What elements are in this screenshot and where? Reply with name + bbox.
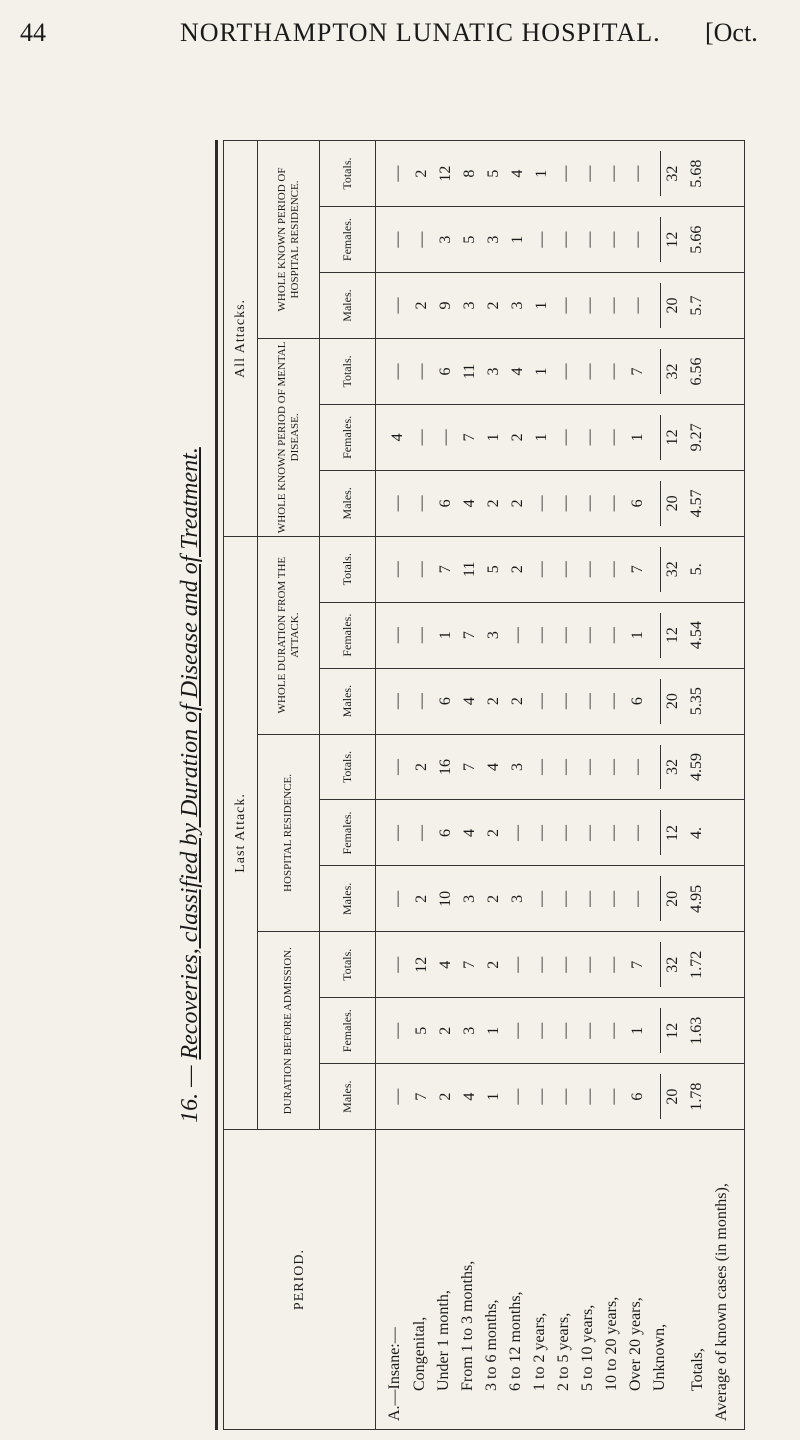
table-cell: 7 (437, 565, 454, 574)
table-cell: — (581, 693, 598, 710)
table-cell: — (581, 561, 598, 578)
table-cell: — (389, 231, 406, 248)
table-cell: — (533, 495, 550, 512)
table-cell: 6 (437, 828, 454, 837)
table-cell: 3 (437, 235, 454, 244)
col-males: Males. (320, 668, 376, 734)
table-cell: — (533, 627, 550, 644)
total-cell: 32 (660, 151, 685, 196)
table-cell: 6 (629, 697, 646, 706)
col-males: Males. (320, 1064, 376, 1130)
average-cell: 5.66 (688, 225, 705, 254)
group-hospital-residence: HOSPITAL RESIDENCE. (258, 734, 320, 932)
table-cell: — (557, 759, 574, 776)
period-header: PERIOD. (224, 1130, 376, 1430)
table-cell: 3 (461, 894, 478, 903)
table-cell: — (389, 759, 406, 776)
table-cell: — (581, 363, 598, 380)
table-caption: 16. — Recoveries, classified by Duration of Disease and of Treatment. (177, 447, 203, 1123)
table-cell: 4 (461, 697, 478, 706)
table-cell: — (629, 759, 646, 776)
table-cell: 10 (437, 890, 454, 907)
table-cell: — (389, 693, 406, 710)
table-cell: 5 (485, 565, 502, 574)
table-cell: 1 (533, 169, 550, 178)
table-cell: — (581, 165, 598, 182)
table-cell: — (389, 363, 406, 380)
total-cell: 20 (660, 283, 685, 328)
total-cell: 32 (660, 942, 685, 987)
table-cell: — (413, 561, 430, 578)
table-cell: 7 (461, 433, 478, 442)
table-cell: 7 (461, 631, 478, 640)
total-cell: 12 (660, 217, 685, 262)
table-cell: 1 (485, 1092, 502, 1101)
table-cell: — (437, 429, 454, 446)
table-cell: 2 (485, 499, 502, 508)
average-label: Average of known cases (in months), (713, 1183, 730, 1421)
page-header (0, 0, 800, 60)
table-cell: 5 (485, 169, 502, 178)
caption-text: Recoveries, classified by Duration of Disease and of Treatment. (177, 447, 203, 1060)
table-cell: — (533, 1088, 550, 1105)
table-cell: — (605, 495, 622, 512)
table-cell: — (605, 297, 622, 314)
period-item: 3 to 6 months, (483, 1299, 500, 1391)
table-cell: — (605, 363, 622, 380)
table-cell: 2 (413, 894, 430, 903)
total-cell: 12 (660, 1008, 685, 1053)
table-cell: — (389, 1022, 406, 1039)
table-cell: 1 (629, 433, 646, 442)
period-item: Congenital, (411, 1316, 428, 1391)
table-cell: 1 (533, 301, 550, 310)
col-females: Females. (320, 800, 376, 866)
period-item: Under 1 month, (435, 1290, 452, 1391)
period-title: A.—Insane:— (386, 1327, 403, 1421)
average-cell: 5.68 (688, 159, 705, 188)
table-cell: — (509, 1022, 526, 1039)
table-cell: 3 (485, 631, 502, 640)
table-cell: 4 (461, 1092, 478, 1101)
page-number: 44 (20, 18, 46, 47)
average-cell: 1.78 (688, 1082, 705, 1111)
data-column (376, 1064, 745, 1130)
data-column (376, 602, 745, 668)
table-cell: — (413, 429, 430, 446)
table-cell: 4 (509, 169, 526, 178)
table-cell: — (557, 824, 574, 841)
table-cell: — (629, 824, 646, 841)
table-cell: 3 (485, 367, 502, 376)
table-cell: 7 (629, 565, 646, 574)
total-cell: 20 (660, 1074, 685, 1119)
table-cell: — (389, 956, 406, 973)
table-cell: — (581, 890, 598, 907)
table-cell: 3 (509, 763, 526, 772)
table-cell: 1 (485, 433, 502, 442)
table-cell: — (509, 956, 526, 973)
table-cell: — (533, 824, 550, 841)
period-item: 10 to 20 years, (603, 1296, 620, 1391)
table-cell: — (557, 363, 574, 380)
data-column (376, 800, 745, 866)
table-cell: 2 (413, 169, 430, 178)
table-cell: — (605, 956, 622, 973)
table-cell: — (389, 165, 406, 182)
table-cell: 1 (485, 1026, 502, 1035)
table-cell: 5 (413, 1026, 430, 1035)
period-item: Unknown, (651, 1323, 668, 1391)
table-cell: — (557, 627, 574, 644)
data-column (376, 470, 745, 536)
rotated-table-block (165, 140, 785, 1430)
total-cell: 12 (660, 810, 685, 855)
table-cell: 2 (509, 433, 526, 442)
table-cell: — (629, 165, 646, 182)
table-cell: 11 (461, 561, 478, 577)
col-totals: Totals. (320, 932, 376, 998)
table-cell: 6 (629, 1092, 646, 1101)
all-attacks-header: All Attacks. (224, 141, 258, 537)
table-cell: — (413, 824, 430, 841)
table-cell: — (509, 824, 526, 841)
table-cell: — (605, 429, 622, 446)
total-cell: 32 (660, 349, 685, 394)
table-cell: — (581, 824, 598, 841)
table-cell: — (413, 495, 430, 512)
table-cell: 6 (629, 499, 646, 508)
data-column (376, 404, 745, 470)
period-list (376, 1130, 745, 1430)
table-cell: 5 (461, 235, 478, 244)
last-attack-header: Last Attack. (224, 536, 258, 1129)
table-cell: — (509, 627, 526, 644)
table-cell: — (389, 297, 406, 314)
table-cell: — (389, 824, 406, 841)
table-cell: — (533, 561, 550, 578)
table-cell: — (581, 1088, 598, 1105)
table-cell: — (557, 890, 574, 907)
col-females: Females. (320, 998, 376, 1064)
table-cell: — (389, 1088, 406, 1105)
table-cell: 7 (413, 1092, 430, 1101)
average-cell: 5.35 (688, 687, 705, 716)
average-cell: 4.95 (688, 884, 705, 913)
table-cell: — (581, 956, 598, 973)
col-females: Females. (320, 207, 376, 273)
group-known-hospital-residence: WHOLE KNOWN PERIOD OF HOSPITAL RESIDENCE. (258, 141, 320, 339)
table-cell: 3 (461, 301, 478, 310)
table-cell: — (581, 627, 598, 644)
table-cell: — (605, 1022, 622, 1039)
table-cell: 4 (485, 763, 502, 772)
average-cell: 4.59 (688, 753, 705, 782)
table-cell: 1 (533, 367, 550, 376)
table-cell: — (605, 231, 622, 248)
table-cell: 3 (509, 894, 526, 903)
table-cell: 7 (629, 367, 646, 376)
table-cell: 9 (437, 301, 454, 310)
table-cell: 2 (413, 301, 430, 310)
table-cell: 4 (461, 499, 478, 508)
col-totals: Totals. (320, 536, 376, 602)
table-cell: 4 (389, 433, 406, 442)
recoveries-table (223, 140, 745, 1430)
table-cell: 12 (437, 165, 454, 182)
total-cell: 20 (660, 481, 685, 526)
caption-number: 16. (177, 1092, 203, 1123)
table-cell: — (581, 429, 598, 446)
table-cell: 2 (485, 828, 502, 837)
table-cell: 2 (509, 697, 526, 706)
table-cell: — (581, 231, 598, 248)
table-cell: — (533, 956, 550, 973)
table-cell: — (557, 165, 574, 182)
col-males: Males. (320, 866, 376, 932)
table-cell: — (557, 1088, 574, 1105)
table-cell: — (533, 890, 550, 907)
table-cell: 3 (509, 301, 526, 310)
table-cell: — (413, 231, 430, 248)
table-cell: — (557, 429, 574, 446)
table-cell: 2 (485, 894, 502, 903)
period-item: 6 to 12 months, (507, 1291, 524, 1391)
table-cell: — (389, 890, 406, 907)
average-cell: 1.63 (688, 1016, 705, 1045)
total-cell: 20 (660, 679, 685, 724)
table-cell: — (605, 890, 622, 907)
table-cell: 1 (509, 235, 526, 244)
totals-label: Totals, (689, 1348, 706, 1391)
table-cell: 2 (509, 565, 526, 574)
data-column (376, 998, 745, 1064)
table-cell: — (557, 231, 574, 248)
table-cell: — (389, 495, 406, 512)
table-cell: — (413, 693, 430, 710)
table-cell: 16 (437, 759, 454, 776)
table-cell: — (389, 561, 406, 578)
total-cell: 32 (660, 745, 685, 790)
table-cell: — (629, 231, 646, 248)
total-cell: 12 (660, 613, 685, 658)
table-cell: 6 (437, 697, 454, 706)
data-column (376, 207, 745, 273)
table-cell: — (413, 363, 430, 380)
table-cell: 1 (629, 631, 646, 640)
table-cell: 3 (461, 1026, 478, 1035)
average-cell: 9.27 (688, 423, 705, 452)
date-mark: [Oct. (705, 18, 758, 47)
table-cell: — (533, 759, 550, 776)
group-known-mental-disease: WHOLE KNOWN PERIOD OF MENTAL DISEASE. (258, 338, 320, 536)
table-cell: — (557, 693, 574, 710)
average-cell: 4. (688, 826, 705, 839)
table-cell: — (605, 693, 622, 710)
table-cell: 2 (485, 301, 502, 310)
table-cell: 1 (437, 631, 454, 640)
table-cell: — (605, 824, 622, 841)
data-column (376, 668, 745, 734)
col-totals: Totals. (320, 734, 376, 800)
table-cell: 4 (461, 828, 478, 837)
table-cell: — (557, 561, 574, 578)
table-cell: 2 (437, 1026, 454, 1035)
average-cell: 6.56 (688, 357, 705, 386)
table-cell: 2 (413, 763, 430, 772)
table-cell: 11 (461, 363, 478, 380)
table-cell: — (533, 693, 550, 710)
table-cell: 2 (485, 697, 502, 706)
table-cell: 2 (437, 1092, 454, 1101)
table-cell: 12 (413, 956, 430, 973)
average-cell: 5. (688, 563, 705, 576)
table-cell: 2 (485, 960, 502, 969)
col-totals: Totals. (320, 141, 376, 207)
table-cell: — (581, 759, 598, 776)
data-column (376, 536, 745, 602)
period-item: 2 to 5 years, (555, 1312, 572, 1391)
table-cell: 7 (461, 763, 478, 772)
table-cell: — (629, 297, 646, 314)
col-males: Males. (320, 273, 376, 339)
col-females: Females. (320, 602, 376, 668)
table-cell: — (389, 627, 406, 644)
table-cell: 3 (485, 235, 502, 244)
table-cell: — (557, 956, 574, 973)
table-cell: — (557, 1022, 574, 1039)
table-cell: — (533, 1022, 550, 1039)
table-cell: 8 (461, 169, 478, 178)
average-cell: 4.57 (688, 489, 705, 518)
average-cell: 5.7 (688, 295, 705, 316)
table-cell: 6 (437, 499, 454, 508)
table-cell: — (533, 231, 550, 248)
data-column (376, 932, 745, 998)
table-cell: — (605, 759, 622, 776)
group-whole-duration: WHOLE DURATION FROM THE ATTACK. (258, 536, 320, 734)
data-column (376, 273, 745, 339)
period-item: Over 20 years, (627, 1297, 644, 1391)
table-cell: 4 (437, 960, 454, 969)
period-item: From 1 to 3 months, (459, 1260, 476, 1391)
group-duration-before-admission: DURATION BEFORE ADMISSION. (258, 932, 320, 1130)
total-cell: 12 (660, 415, 685, 460)
table-cell: — (605, 1088, 622, 1105)
table-cell: 6 (437, 367, 454, 376)
table-cell: — (413, 627, 430, 644)
data-column (376, 338, 745, 404)
table-cell: 2 (509, 499, 526, 508)
table-cell: 1 (533, 433, 550, 442)
period-item: 5 to 10 years, (579, 1304, 596, 1391)
average-cell: 4.54 (688, 621, 705, 650)
table-cell: — (557, 495, 574, 512)
table-cell: 4 (509, 367, 526, 376)
table-cell: — (605, 627, 622, 644)
table-cell: — (605, 561, 622, 578)
table-cell: — (581, 297, 598, 314)
table-cell: — (581, 1022, 598, 1039)
data-column (376, 866, 745, 932)
col-females: Females. (320, 404, 376, 470)
total-cell: 32 (660, 547, 685, 592)
table-cell: 1 (629, 1026, 646, 1035)
average-cell: 1.72 (688, 950, 705, 979)
running-title: NORTHAMPTON LUNATIC HOSPITAL. (180, 18, 661, 47)
table-cell: — (629, 890, 646, 907)
col-totals: Totals. (320, 338, 376, 404)
period-item: 1 to 2 years, (531, 1312, 548, 1391)
data-column (376, 141, 745, 207)
table-cell: — (605, 165, 622, 182)
col-males: Males. (320, 470, 376, 536)
table-cell: — (557, 297, 574, 314)
table-cell: — (581, 495, 598, 512)
table-cell: — (509, 1088, 526, 1105)
table-cell: 7 (461, 960, 478, 969)
data-column (376, 734, 745, 800)
total-cell: 20 (660, 876, 685, 921)
table-cell: 7 (629, 960, 646, 969)
